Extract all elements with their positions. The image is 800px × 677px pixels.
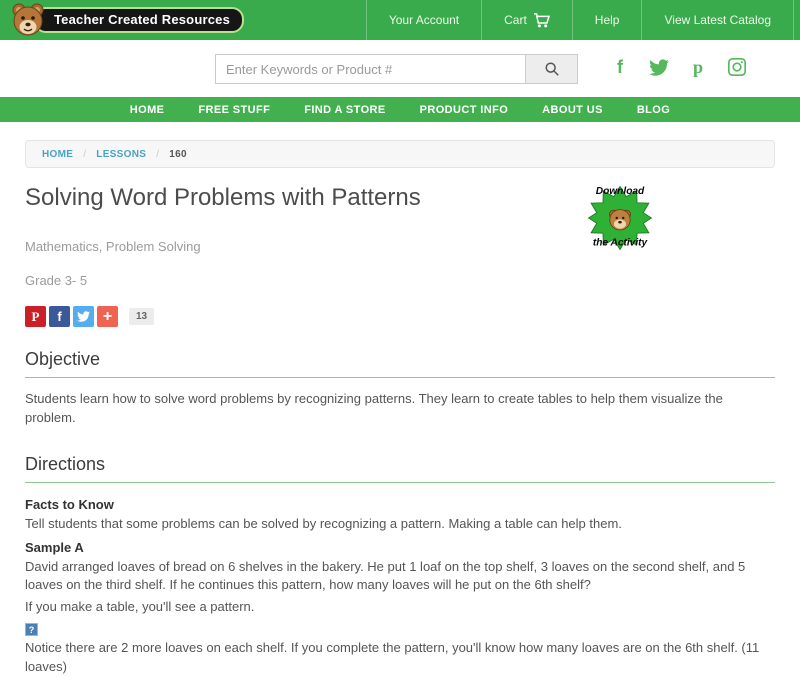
search-input[interactable] <box>215 54 525 84</box>
cart-label: Cart <box>504 13 527 27</box>
objective-heading: Objective <box>25 349 775 378</box>
page-title: Solving Word Problems with Patterns <box>25 184 421 211</box>
logo-text: Teacher Created Resources <box>34 7 244 33</box>
pinterest-icon[interactable]: p <box>692 56 703 77</box>
facts-to-know-heading: Facts to Know <box>25 496 114 512</box>
share-facebook-button[interactable]: f <box>49 306 70 327</box>
search-band <box>0 40 800 97</box>
cart-icon <box>533 13 550 28</box>
twitter-icon[interactable] <box>648 56 670 78</box>
your-account-link[interactable] <box>366 0 481 40</box>
search-icon <box>544 61 560 77</box>
breadcrumb-home[interactable]: HOME <box>42 148 74 160</box>
search-button[interactable] <box>525 54 578 84</box>
share-count: 13 <box>129 308 154 325</box>
breadcrumb-separator: / <box>156 148 160 160</box>
sample-a-heading: Sample A <box>25 539 84 555</box>
catalog-label: View Latest Catalog <box>664 13 771 27</box>
breadcrumb-lessons[interactable]: LESSONS <box>96 148 147 160</box>
top-utility-links <box>366 0 794 40</box>
badge-line2: the Activity <box>592 237 648 249</box>
main-nav <box>0 97 800 122</box>
your-account-label: Your Account <box>388 13 460 27</box>
share-addthis-button[interactable]: + <box>97 306 118 327</box>
objective-text: Students learn how to solve word problems by recognizing patterns. They learn to create tables to help them visualize the problem. <box>25 391 723 425</box>
site-logo[interactable] <box>8 1 244 39</box>
page-content <box>0 140 800 677</box>
breadcrumb <box>25 140 775 168</box>
view-latest-catalog-link[interactable] <box>641 0 794 40</box>
nav-item-about-us[interactable]: ABOUT US <box>542 103 603 116</box>
badge-line1: Download <box>595 185 645 197</box>
top-header-bar <box>0 0 800 40</box>
nav-item-free-stuff[interactable]: FREE STUFF <box>198 103 271 116</box>
bear-mascot-icon <box>8 1 48 39</box>
sample-a-text2: If you make a table, you'll see a pattern. <box>25 599 255 615</box>
breadcrumb-separator: / <box>83 148 87 160</box>
nav-item-product-info[interactable]: PRODUCT INFO <box>419 103 509 116</box>
breadcrumb-current: 160 <box>169 148 187 160</box>
nav-item-blog[interactable]: BLOG <box>636 103 671 116</box>
share-pinterest-button[interactable]: P <box>25 306 46 327</box>
directions-heading: Directions <box>25 454 775 483</box>
cart-link[interactable] <box>481 0 572 40</box>
facts-to-know-text: Tell students that some problems can be solved by recognizing a pattern. Making a table can help them. <box>25 515 622 531</box>
social-icons <box>609 56 748 78</box>
facebook-icon[interactable]: f <box>617 56 623 77</box>
nav-item-home[interactable]: HOME <box>129 103 165 116</box>
nav-item-find-a-store[interactable]: FIND A STORE <box>304 103 386 116</box>
help-link[interactable] <box>572 0 642 40</box>
lesson-subjects: Mathematics, Problem Solving <box>25 239 201 254</box>
download-activity-badge[interactable] <box>583 180 657 256</box>
lesson-grade: Grade 3- 5 <box>25 273 88 288</box>
notice-text: Notice there are 2 more loaves on each shelf. If you complete the pattern, you'll know how many loaves are on the 6th shelf. (11 loaves) <box>25 640 760 674</box>
sample-a-text: David arranged loaves of bread on 6 shelves in the bakery. He put 1 loaf on the top shelf, 3 loaves on the second shelf, and 5 loaves on the third shelf. If he continues this pattern, how many loaves will he put on the 6th shelf? <box>25 558 746 593</box>
share-twitter-button[interactable] <box>73 306 94 327</box>
help-label: Help <box>594 13 620 27</box>
instagram-icon[interactable] <box>726 56 748 78</box>
broken-image-icon: ? <box>25 623 38 636</box>
share-buttons <box>25 306 775 327</box>
